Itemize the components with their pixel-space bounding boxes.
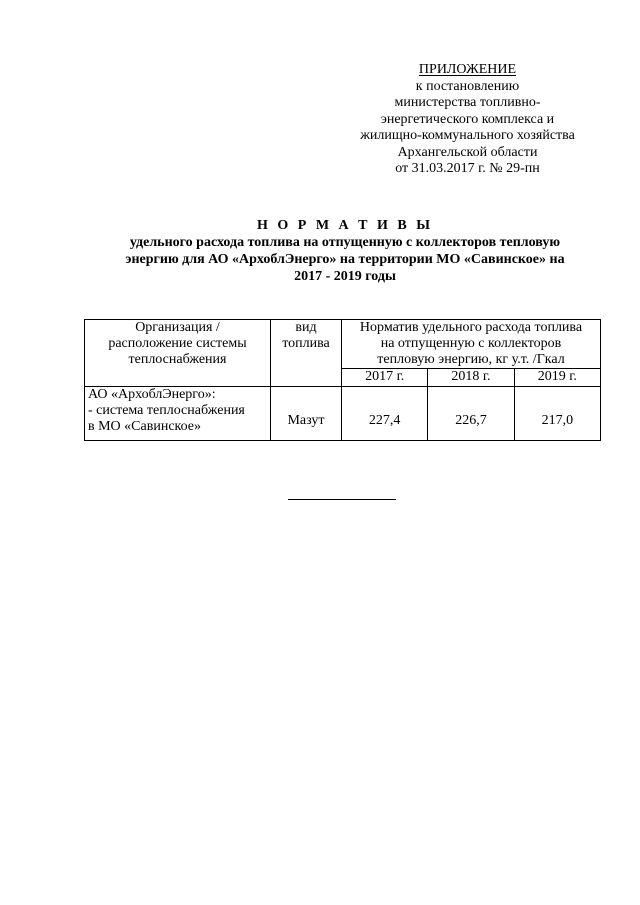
appendix-heading: ПРИЛОЖЕНИЕ [418, 62, 517, 77]
cell-organization: АО «АрхоблЭнерго»: - система теплоснабжения в МО «Савинское» [85, 387, 271, 441]
closing-line [288, 499, 396, 500]
table-header-row [85, 320, 601, 369]
header-year: 2017 г. [342, 369, 428, 387]
title-line: 2017 - 2019 годы [294, 269, 396, 284]
appendix-line: от 31.03.2017 г. № 29-пн [395, 161, 540, 176]
header-organization: Организация / расположение системы теплоснабжения [85, 320, 271, 387]
title-line: удельного расхода топлива на отпущенную с коллекторов тепловую [129, 235, 561, 250]
norms-table [84, 319, 601, 441]
document-title [60, 217, 630, 285]
appendix-line: к постановлению [415, 78, 520, 94]
cell-value-2018: 226,7 [428, 387, 514, 441]
appendix-line: Архангельской области [397, 144, 538, 160]
appendix-line: жилищно-коммунального хозяйства [360, 128, 575, 143]
header-year: 2019 г. [514, 369, 600, 387]
cell-value-2019: 217,0 [514, 387, 600, 441]
title-main: Н О Р М А Т И В Ы [257, 218, 433, 233]
header-fuel: вид топлива [271, 320, 342, 387]
header-year: 2018 г. [428, 369, 514, 387]
appendix-block [340, 62, 595, 178]
table-row [85, 387, 601, 441]
appendix-line: энергетического комплекса и [380, 111, 555, 127]
appendix-line: министерства топливно- [394, 95, 541, 110]
cell-value-2017: 227,4 [342, 387, 428, 441]
title-line: энергию для АО «АрхоблЭнерго» на территории МО «Савинское» на [125, 252, 565, 267]
cell-fuel: Мазут [271, 387, 342, 441]
header-norm: Норматив удельного расхода топлива на отпущенную с коллекторов тепловую энергию, кг у.т. /Гкал [342, 320, 601, 369]
